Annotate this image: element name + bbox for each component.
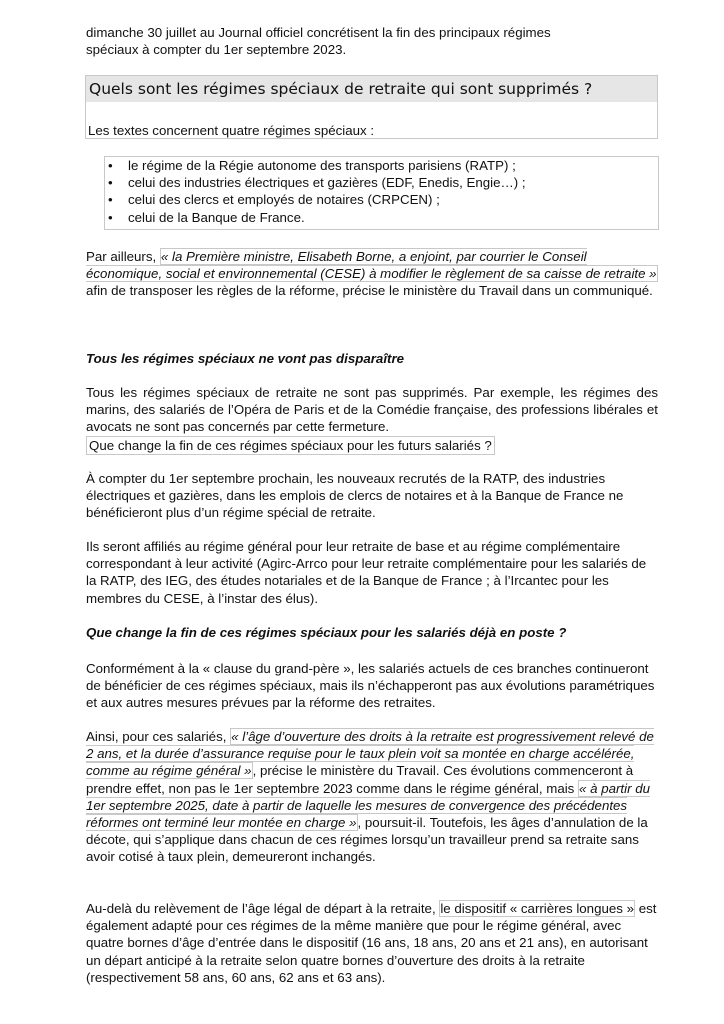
intro-paragraph bbox=[86, 24, 658, 58]
bullet-icon: • bbox=[108, 192, 113, 208]
section-4-p3 bbox=[86, 900, 658, 986]
bullet-icon: • bbox=[108, 158, 113, 173]
borne-paragraph bbox=[86, 248, 658, 300]
carrieres-longues: le dispositif « carrières longues » bbox=[440, 901, 634, 916]
p3-post: est également adapté pour ces régimes de la même manière que pour le régime général, avec quatre bornes d’âge d’entrée dans le dispositif (16 ans, 18 ans, 20 ans et 21 ans), en autorisant un départ anticipé à la retraite selon quatre bornes d’ouverture des droits à la retraite (respectivement 58 ans, 60 ans, 62 ans et 63 ans). bbox=[86, 901, 657, 985]
borne-pre: Par ailleurs, bbox=[86, 249, 160, 264]
section-2-body: Tous les régimes spéciaux de retraite ne sont pas supprimés. Par exemple, les régimes des marins, des salariés de l’Opéra de Paris et de la Comédie française, des professions libérales et avocats ne sont pas concernés par cette fermeture. bbox=[86, 385, 658, 435]
list-item-text: celui des industries électriques et gazières (EDF, Enedis, Engie…) ; bbox=[128, 175, 526, 191]
list-item bbox=[105, 157, 658, 174]
bullet-icon: • bbox=[108, 209, 113, 225]
section-3-p1: À compter du 1er septembre prochain, les nouveaux recrutés de la RATP, des industries électriques et gazières, dans les emplois de clercs de notaires et à la Banque de France ne bénéficieront plus d’un régime spécial de retraite. bbox=[86, 471, 624, 521]
list-item bbox=[105, 174, 658, 191]
section-3-heading: Que change la fin de ces régimes spéciaux pour les futurs salariés ? bbox=[86, 436, 495, 455]
p2-quote-2: « à partir du 1er septembre 2025, date à partir de laquelle les mesures de convergence des précédentes réformes ont terminé leur montée en charge » bbox=[86, 780, 650, 831]
p2-post: , poursuit-il. Toutefois, les âges d’annulation de la décote, qui s’applique dans chacun de ces régimes lorsqu’un travailleur prend sa retraite sans avoir cotisé à taux plein, demeureront inchangés. bbox=[86, 815, 648, 865]
section-2-heading: Tous les régimes spéciaux ne vont pas disparaître bbox=[86, 351, 405, 366]
list-item bbox=[105, 191, 658, 208]
section-4-p2 bbox=[86, 728, 658, 866]
borne-quote: « la Première ministre, Elisabeth Borne, a enjoint, par courrier le Conseil économique, social et environnemental (CESE) à modifier le règlement de sa caisse de retraite » bbox=[86, 249, 657, 282]
p3-pre: Au-delà du relèvement de l’âge légal de départ à la retraite, bbox=[86, 901, 440, 916]
section-3-p2: Ils seront affiliés au régime général pour leur retraite de base et au régime complémentaire correspondant à leur activité (Agirc-Arrco pour leur retraite complémentaire pour les salariés de la RATP, des IEG, des études notariales et de la Banque de France ; à l’Ircantec pour les membres du CESE, à l’instar des élus). bbox=[86, 539, 647, 606]
p2-quote-1: « l’âge d’ouverture des droits à la retraite est progressivement relevé de 2 ans, et la durée d’assurance requise pour le taux plein voit sa montée en charge accélérée, comme au régime général » bbox=[86, 729, 654, 779]
intro-line-2: spéciaux à compter du 1er septembre 2023. bbox=[86, 42, 347, 58]
regimes-list bbox=[104, 156, 659, 230]
section-1-lead: Les textes concernent quatre régimes spéciaux : bbox=[88, 123, 375, 138]
list-item-text: le régime de la Régie autonome des transports parisiens (RATP) ; bbox=[128, 158, 516, 173]
p2-pre: Ainsi, pour ces salariés, bbox=[86, 729, 231, 744]
section-4-heading: Que change la fin de ces régimes spéciaux pour les salariés déjà en poste ? bbox=[86, 625, 567, 640]
list-item-text: celui des clercs et employés de notaires (CRPCEN) ; bbox=[128, 192, 440, 208]
section-1-box bbox=[85, 75, 658, 139]
intro-line-1: dimanche 30 juillet au Journal officiel concrétisent la fin des principaux régimes bbox=[86, 25, 551, 40]
list-item-text: celui de la Banque de France. bbox=[128, 209, 305, 225]
list-item bbox=[105, 209, 658, 226]
p2-mid: , précise le ministère du Travail. Ces évolutions commenceront à prendre effet, non pas le 1er septembre 2023 comme dans le régime général, mais bbox=[86, 763, 634, 796]
section-1-heading: Quels sont les régimes spéciaux de retraite qui sont supprimés ? bbox=[89, 80, 593, 98]
section-4-p1: Conformément à la « clause du grand-père », les salariés actuels de ces branches continueront de bénéficier de ces régimes spéciaux, mais ils n’échapperont pas aux évolutions paramétriques et aux autres mesures prévues par la réforme des retraites. bbox=[86, 661, 655, 711]
bullet-icon: • bbox=[108, 175, 113, 191]
borne-post: afin de transposer les règles de la réforme, précise le ministère du Travail dans un communiqué. bbox=[86, 283, 653, 299]
